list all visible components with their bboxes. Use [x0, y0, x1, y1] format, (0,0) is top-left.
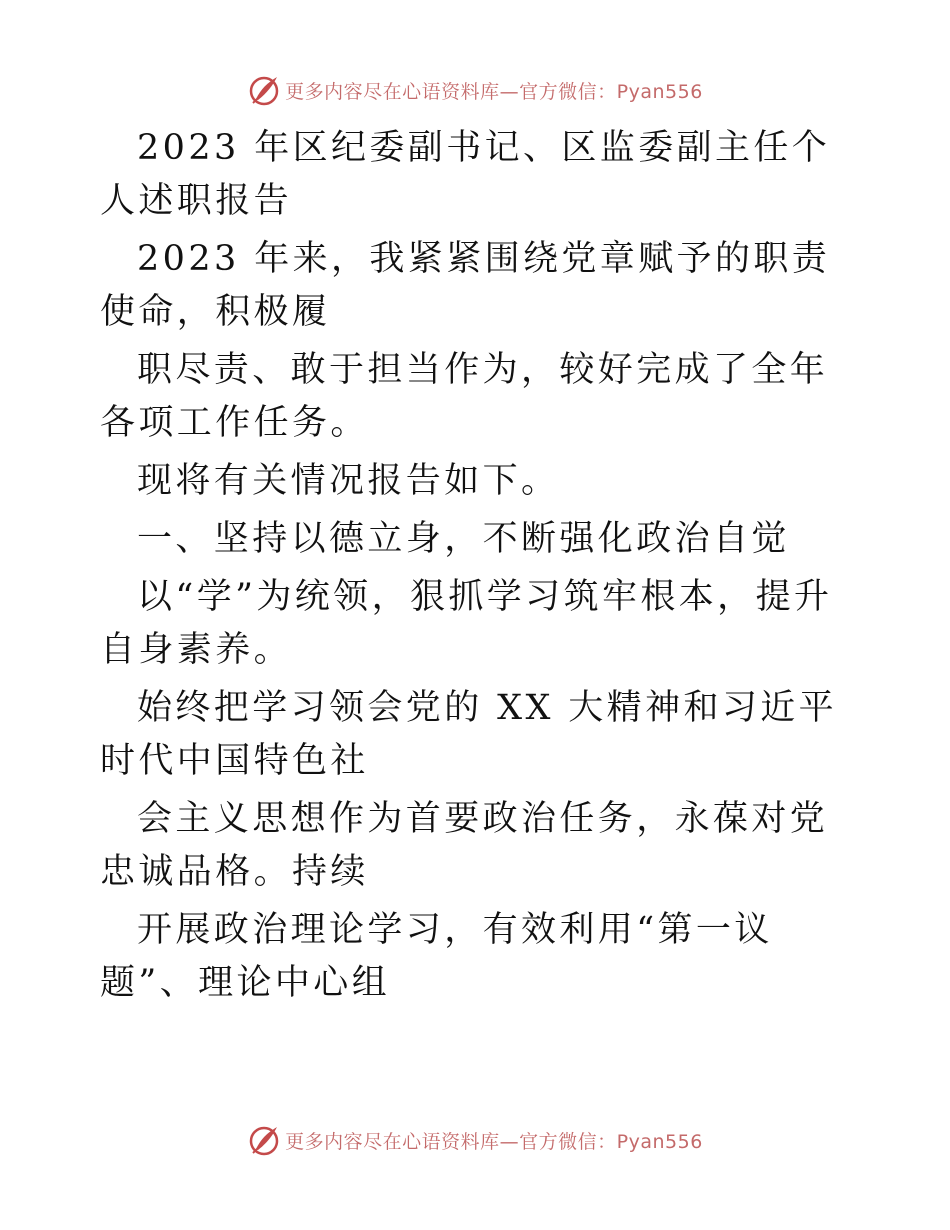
paragraph: 会主义思想作为首要政治任务，永葆对党忠诚品格。持续 [100, 799, 829, 892]
paragraph: 现将有关情况报告如下。 [137, 461, 560, 501]
paragraph: 始终把学习领会党的 XX 大精神和习近平时代中国特色社 [100, 688, 838, 781]
paragraph: 以“学”为统领，狠抓学习筑牢根本，提升自身素养。 [100, 577, 833, 670]
feather-pen-logo-icon [247, 1123, 281, 1157]
section-heading: 一、坚持以德立身，不断强化政治自觉 [137, 519, 790, 559]
paragraph: 2023 年来，我紧紧围绕党章赋予的职责使命，积极履 [100, 239, 831, 332]
watermark-text: 更多内容尽在心语资料库—官方微信：Pyan556 [285, 1130, 703, 1153]
paragraph: 职尽责、敢于担当作为，较好完成了全年各项工作任务。 [100, 350, 829, 443]
document-title: 2023 年区纪委副书记、区监委副主任个人述职报告 [100, 128, 831, 221]
feather-pen-logo-icon [247, 73, 281, 107]
paragraph: 开展政治理论学习，有效利用“第一议题”、理论中心组 [100, 910, 773, 1003]
watermark-text: 更多内容尽在心语资料库—官方微信：Pyan556 [285, 80, 703, 103]
header-watermark [0, 70, 950, 110]
document-body [100, 122, 860, 1015]
footer-watermark [0, 1120, 950, 1160]
